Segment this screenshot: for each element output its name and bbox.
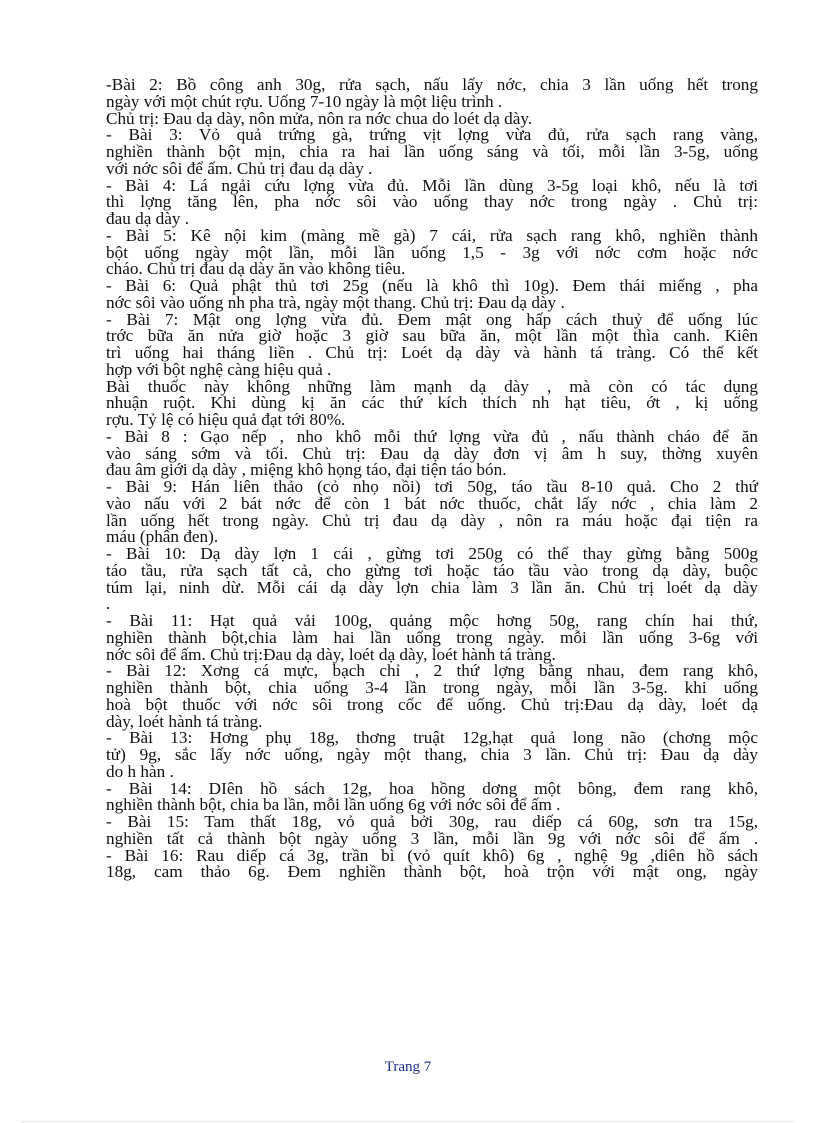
page-number: Trang 7 xyxy=(384,1059,432,1075)
text-line: Chủ trị: Đau dạ dày, nôn mửa, nôn ra nớc chua do loét dạ dày. xyxy=(106,108,533,128)
text-line: nghiền thành bột, chia ba lần, mỗi lần uống 6g với nớc sôi để ấm . xyxy=(106,795,561,815)
text-line: hợp với bột nghệ càng hiệu quả . xyxy=(106,359,332,379)
text-line: cháo. Chủ trị đau dạ dày ăn vào không tiêu. xyxy=(106,259,406,279)
text-line: nghiền tất cả thành bột ngày uống 3 lần, mỗi lần 9g với nớc sôi để ấm . xyxy=(106,828,758,848)
text-line: - Bài 8 : Gạo nếp , nho khô mỗi thứ lợng vừa đủ , nấu thành cháo để ăn xyxy=(106,426,758,446)
text-line: - Bài 16: Rau diếp cá 3g, trần bì (vỏ quít khô) 6g , nghệ 9g ,diên hồ sách xyxy=(106,845,758,865)
text-line: máu (phân đen). xyxy=(106,527,219,547)
text-line: do h hàn . xyxy=(106,761,174,781)
page-bottom-rule xyxy=(22,1121,794,1122)
text-line: - Bài 4: Lá ngải cứu lợng vừa đủ. Mỗi lần dùng 3-5g loại khô, nếu là tơi xyxy=(106,175,758,195)
text-line: dày, loét hành tá tràng. xyxy=(106,711,263,731)
text-line: - Bài 14: DIên hồ sách 12g, hoa hồng dơng một bông, đem rang khô, xyxy=(106,778,758,798)
text-line: hoà bột thuốc với nớc sôi trong cốc để uống. Chủ trị:Đau dạ dày, loét dạ xyxy=(106,694,758,714)
text-line: táo tầu, rửa sạch tất cả, cho gừng tơi hoặc táo tầu vào trong dạ dày, buộc xyxy=(106,560,758,580)
text-line: - Bài 5: Kê nội kim (màng mề gà) 7 cái, rửa sạch rang khô, nghiền thành xyxy=(106,225,758,245)
text-line: nớc sôi vào uống nh pha trà, ngày một thang. Chủ trị: Đau dạ dày . xyxy=(106,292,565,312)
text-line: -Bài 2: Bồ công anh 30g, rửa sạch, nấu lấy nớc, chia 3 lần uống hết trong xyxy=(106,75,758,94)
text-line: trì uống hai tháng liền . Chủ trị: Loét dạ dày và hành tá tràng. Có thể kết xyxy=(106,343,758,362)
text-line: - Bài 6: Quả phật thủ tơi 25g (nếu là khô thì 10g). Đem thái miếng , pha xyxy=(106,276,758,295)
text-line: - Bài 12: Xơng cá mực, bạch chỉ , 2 thứ lợng bằng nhau, đem rang khô, xyxy=(106,661,758,681)
text-line: - Bài 13: Hơng phụ 18g, thơng truật 12g,hạt quả long não (chơng mộc xyxy=(106,728,758,748)
text-line: túm lại, ninh dừ. Mỗi cái dạ dày lợn chia làm 3 lần ăn. Chủ trị loét dạ dày xyxy=(106,577,758,597)
text-line: nghiền thành bột, chia uống 3-4 lần trong ngày, mỗi lần 3-5g. khi uống xyxy=(106,678,758,697)
text-line: nghiền thành bột,chia làm hai lần uống trong ngày. mỗi lần uống 3-6g với xyxy=(106,627,758,647)
text-line: nhuận ruột. Khi dùng kị ăn các thứ kích thích nh hạt tiêu, ớt , kị uống xyxy=(106,393,758,413)
text-line: đau âm giới dạ dày , miệng khô họng táo, đại tiện táo bón. xyxy=(106,460,507,480)
text-line: vào nấu với 2 bát nớc để còn 1 bát nớc thuốc, chắt lấy nớc , chia làm 2 xyxy=(106,493,758,513)
text-line: - Bài 9: Hán liên thảo (cỏ nhọ nồi) tơi 50g, táo tầu 8-10 quả. Cho 2 thứ xyxy=(106,477,758,496)
text-line: - Bài 11: Hạt quả vải 100g, quảng mộc hơng 50g, rang chín hai thứ, xyxy=(106,611,758,630)
text-line: bột uống ngày một lần, mỗi lần uống 1,5 - 3g với nớc cơm hoặc nớc xyxy=(106,242,758,262)
text-line: với nớc sôi để ấm. Chủ trị đau dạ dày . xyxy=(106,158,373,178)
text-line: trớc bữa ăn nửa giờ hoặc 3 giờ sau bữa ăn, một lần một thìa canh. Kiên xyxy=(106,326,758,346)
text-line: ngày với một chút rợu. Uống 7-10 ngày là một liệu trình . xyxy=(106,91,503,111)
text-line: thì lợng tăng lên, pha nớc sôi vào uống thay nớc trong ngày . Chủ trị: xyxy=(106,192,758,212)
text-line: - Bài 15: Tam thất 18g, vỏ quả bởi 30g, rau diếp cá 60g, sơn tra 15g, xyxy=(106,812,758,831)
text-line: rợu. Tỷ lệ có hiệu quả đạt tới 80%. xyxy=(106,410,346,429)
text-line: lần uống hết trong ngày. Chủ trị đau dạ dày , nôn ra máu hoặc đại tiện ra xyxy=(106,510,758,530)
text-line: tử) 9g, sắc lấy nớc uống, ngày một thang, chia 3 lần. Chủ trị: Đau dạ dày xyxy=(106,745,758,764)
text-line: - Bài 10: Dạ dày lợn 1 cái , gừng tơi 250g có thể thay gừng bằng 500g xyxy=(106,544,758,563)
text-line: 18g, cam thảo 6g. Đem nghiền thành bột, hoà trộn với mật ong, ngày xyxy=(106,862,758,882)
document-body xyxy=(106,77,758,881)
text-line: Bài thuốc này không những làm mạnh dạ dày , mà còn có tác dụng xyxy=(106,376,758,396)
text-line: . xyxy=(106,594,111,614)
text-line: nghiền thành bột mịn, chia ra hai lần uống sáng và tối, mỗi lần 3-5g, uống xyxy=(106,142,758,161)
text-line: nớc sôi để ấm. Chủ trị:Đau dạ dày, loét dạ dày, loét hành tá tràng. xyxy=(106,644,556,664)
text-line: vào sáng sớm và tối. Chủ trị: Đau dạ dày đơn vị âm h suy, thờng xuyên xyxy=(106,443,758,463)
text-line: đau dạ dày . xyxy=(106,209,190,228)
text-line: - Bài 7: Mật ong lợng vừa đủ. Đem mật ong hấp cách thuỷ để uống lúc xyxy=(106,309,758,329)
text-line: - Bài 3: Vỏ quả trứng gà, trứng vịt lợng vừa đủ, rửa sạch rang vàng, xyxy=(106,125,758,145)
